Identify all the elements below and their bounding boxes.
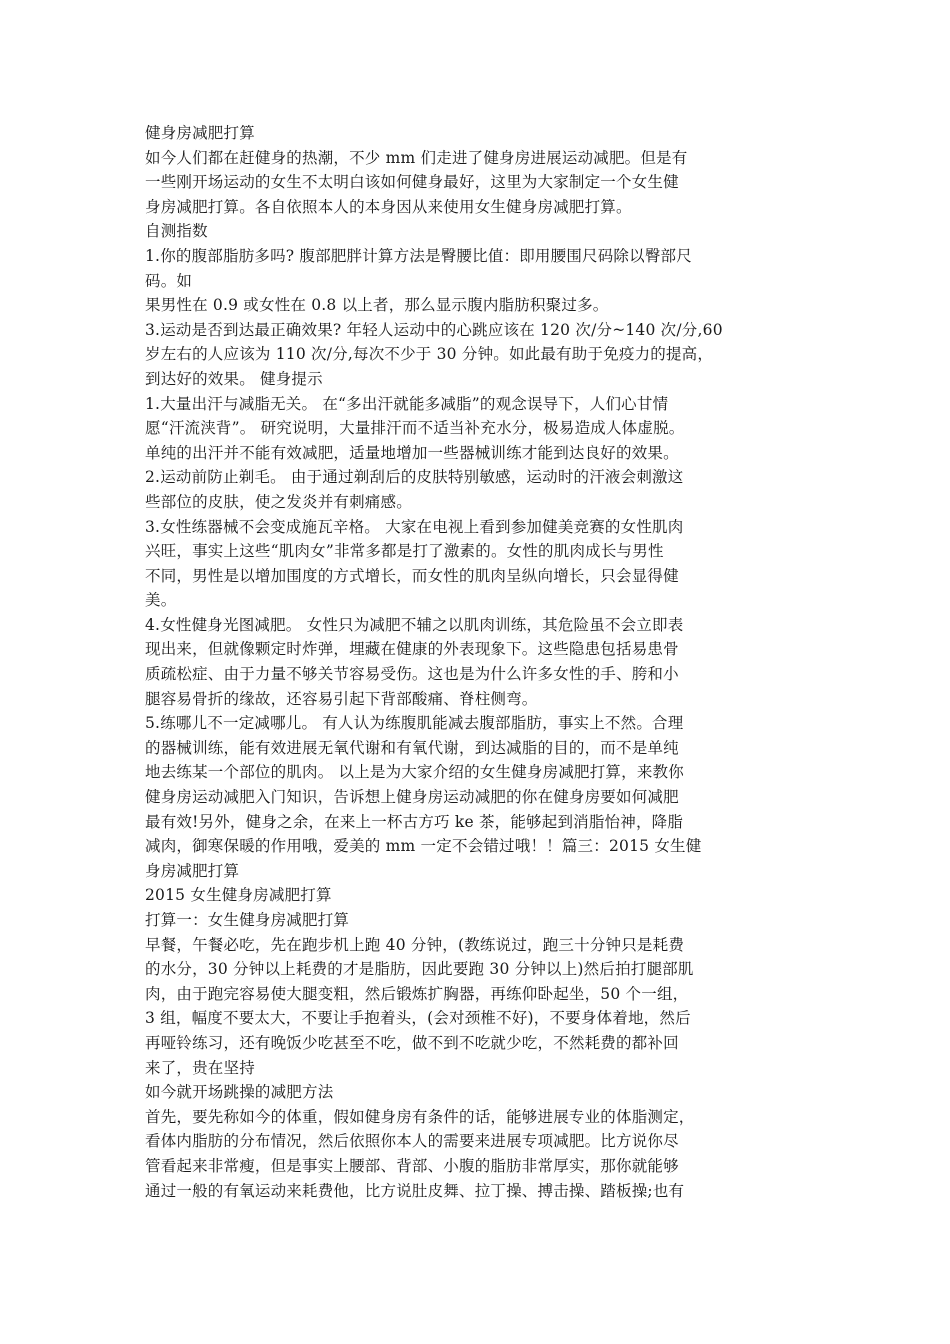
text-line: 码。如 <box>145 271 193 290</box>
section-heading: 打算一：女生健身房减肥打算 <box>145 911 350 929</box>
text-line: 单纯的出汗并不能有效减肥，适量地增加一些器械训练才能到达良好的效果。 <box>145 443 679 462</box>
text-line: 1.大量出汗与减脂无关。 在“多出汗就能多减脂”的观念误导下，人们心甘情 <box>145 394 669 413</box>
text-line: 减肉，御寒保暖的作用哦，爱美的 mm 一定不会错过哦！！篇三：2015 女生健 <box>145 837 702 856</box>
text-line: 腿容易骨折的缘故，还容易引起下背部酸痛、脊柱侧弯。 <box>145 689 538 708</box>
text-line: 不同，男性是以增加围度的方式增长，而女性的肌肉呈纵向增长，只会显得健 <box>145 566 679 585</box>
text-line: 最有效!另外，健身之余，在来上一杯古方巧 ke 茶，能够起到消脂怡神，降脂 <box>145 812 684 831</box>
text-line: 现出来，但就像颗定时炸弹，埋藏在健康的外表现象下。这些隐患包括易患骨 <box>145 640 679 659</box>
text-line: 如今人们都在赶健身的热潮，不少 mm 们走进了健身房进展运动减肥。但是有 <box>145 148 688 167</box>
text-line: 的器械训练，能有效进展无氧代谢和有氧代谢，到达减脂的目的，而不是单纯 <box>145 738 679 757</box>
text-line: 岁左右的人应该为 110 次/分,每次不少于 30 分钟。如此最有助于免疫力的提高， <box>145 345 714 364</box>
text-line: 果男性在 0.9 或女性在 0.8 以上者，那么显示腹内脂肪积聚过多。 <box>145 296 609 315</box>
text-line: 到达好的效果。 健身提示 <box>145 369 323 388</box>
text-line: 5.练哪儿不一定减哪儿。 有人认为练腹肌能减去腹部脂肪，事实上不然。合理 <box>145 714 684 733</box>
text-line: 身房减肥打算。各自依照本人的本身因从来使用女生健身房减肥打算。 <box>145 197 632 216</box>
section-heading: 如今就开场跳操的减肥方法 <box>145 1083 334 1102</box>
text-line: 兴旺，事实上这些“肌肉女”非常多都是打了激素的。女性的肌肉成长与男性 <box>145 542 664 561</box>
text-line: 愿“汗流浃背”。 研究说明，大量排汗而不适当补充水分，极易造成人体虚脱。 <box>145 419 685 438</box>
text-line: 早餐，午餐必吃，先在跑步机上跑 40 分钟，(教练说过，跑三十分钟只是耗费 <box>145 935 685 954</box>
text-line: 通过一般的有氧运动来耗费他，比方说肚皮舞、拉丁操、搏击操、踏板操;也有 <box>145 1181 685 1200</box>
text-line: 身房减肥打算 <box>145 861 240 880</box>
text-line: 质疏松症、由于力量不够关节容易受伤。这也是为什么许多女性的手、胯和小 <box>145 665 679 684</box>
text-line: 些部位的皮肤，使之发炎并有刺痛感。 <box>145 492 412 511</box>
text-line: 再哑铃练习，还有晚饭少吃甚至不吃，做不到不吃就少吃，不然耗费的都补回 <box>145 1033 679 1052</box>
text-line: 美。 <box>145 591 177 610</box>
text-line: 一些刚开场运动的女生不太明白该如何健身最好，这里为大家制定一个女生健 <box>145 173 679 192</box>
text-line: 健身房运动减肥入门知识，告诉想上健身房运动减肥的你在健身房要如何减肥 <box>145 788 679 807</box>
text-line: 肉，由于跑完容易使大腿变粗，然后锻炼扩胸器，再练仰卧起坐，50 个一组， <box>145 984 689 1003</box>
section-heading: 2015 女生健身房减肥打算 <box>145 886 332 905</box>
text-line: 4.女性健身光图减肥。 女性只为减肥不辅之以肌肉训练，其危险虽不会立即表 <box>145 615 684 634</box>
text-line: 的水分，30 分钟以上耗费的才是脂肪，因此要跑 30 分钟以上)然后拍打腿部肌 <box>145 960 694 979</box>
text-line: 看体内脂肪的分布情况，然后依照你本人的需要来进展专项减肥。比方说你尽 <box>145 1132 679 1151</box>
text-line: 管看起来非常瘦，但是事实上腰部、背部、小腹的脂肪非常厚实，那你就能够 <box>145 1156 679 1175</box>
section-heading: 自测指数 <box>145 222 208 241</box>
text-line: 来了，贵在坚持 <box>145 1058 255 1077</box>
text-line: 首先，要先称如今的体重，假如健身房有条件的话，能够进展专业的体脂测定， <box>145 1107 695 1126</box>
text-line: 2.运动前防止剃毛。 由于通过剃刮后的皮肤特别敏感，运动时的汗液会刺激这 <box>145 468 684 487</box>
text-line: 3.运动是否到达最正确效果? 年轻人运动中的心跳应该在 120 次/分~140 次/分,60 <box>145 320 723 339</box>
text-line: 1.你的腹部脂肪多吗? 腹部肥胖计算方法是臀腰比值：即用腰围尺码除以臀部尺 <box>145 246 692 265</box>
text-line: 地去练某一个部位的肌肉。 以上是为大家介绍的女生健身房减肥打算，来教你 <box>145 763 684 782</box>
document-title: 健身房减肥打算 <box>145 124 255 142</box>
text-line: 3.女性练器械不会变成施瓦辛格。 大家在电视上看到参加健美竞赛的女性肌肉 <box>145 517 684 536</box>
document-body <box>145 121 805 1203</box>
text-line: 3 组，幅度不要太大，不要让手抱着头，(会对颈椎不好)，不要身体着地，然后 <box>145 1009 691 1028</box>
